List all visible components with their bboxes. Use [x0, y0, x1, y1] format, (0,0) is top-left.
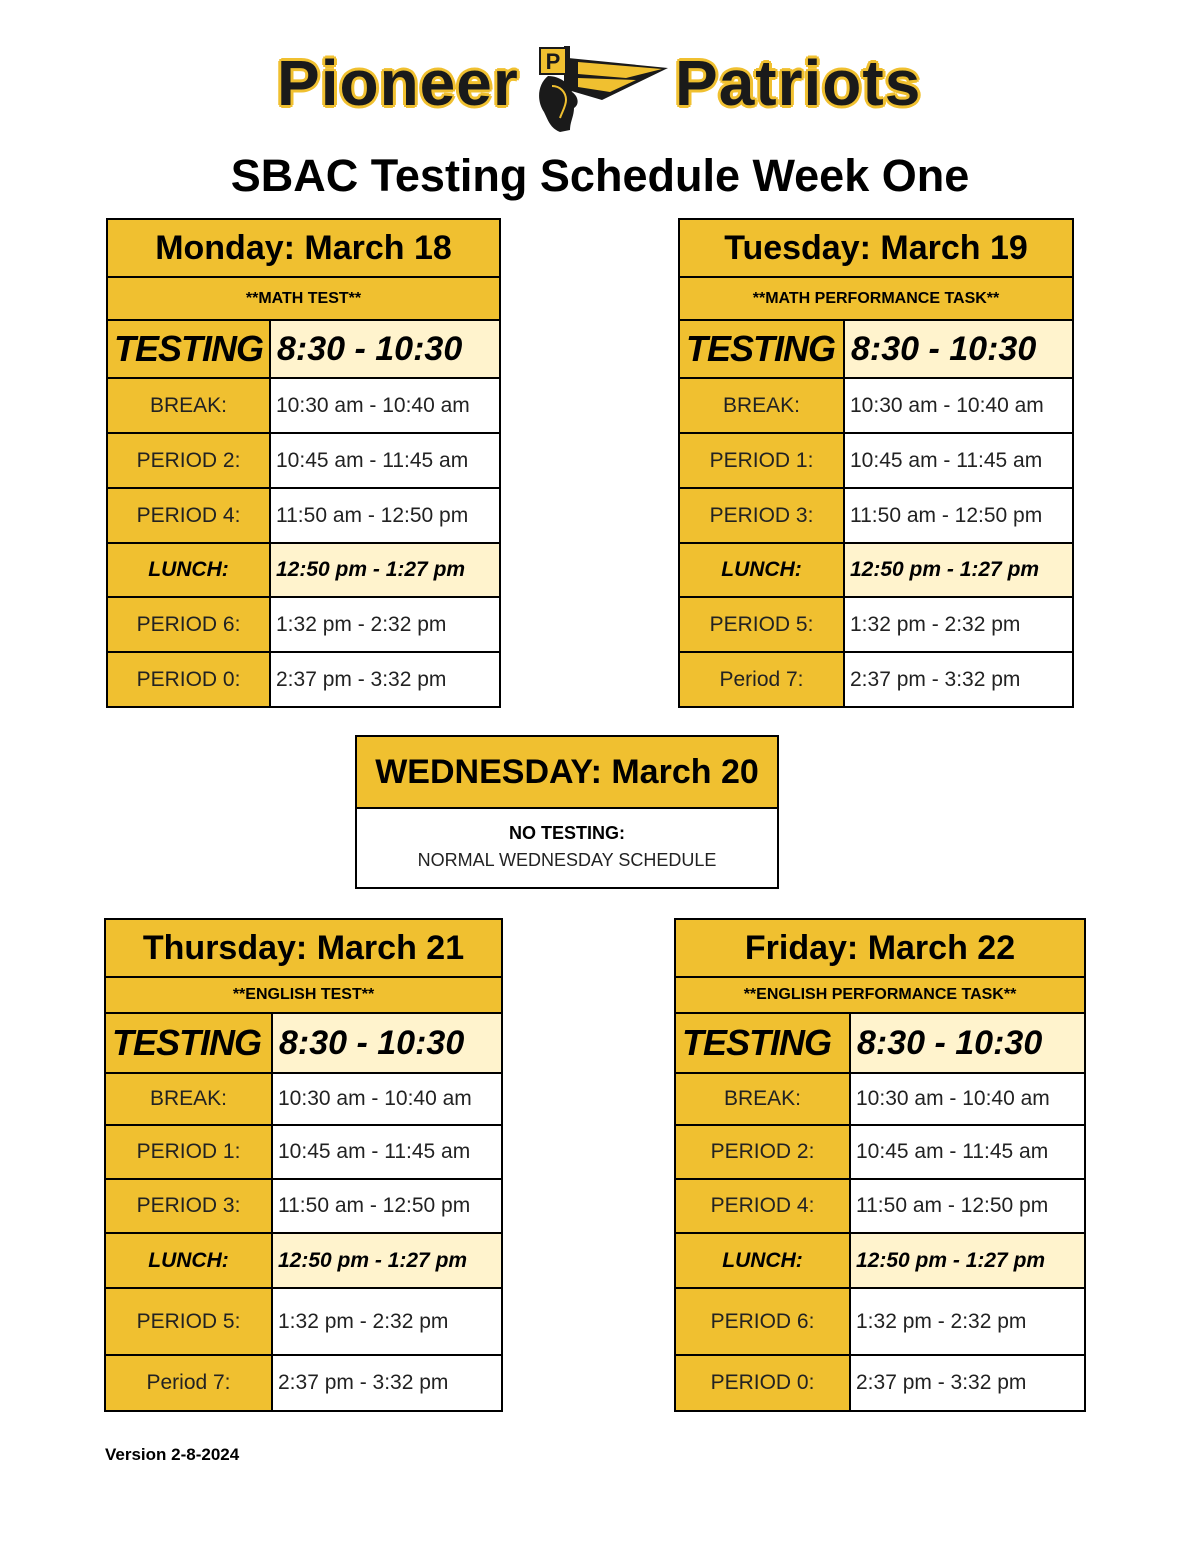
lunch-label: LUNCH:	[675, 1233, 850, 1288]
tuesday-schedule-table	[678, 218, 1074, 708]
table-row	[105, 1355, 502, 1411]
friday-testing-label: TESTING	[675, 1013, 850, 1073]
period-label: PERIOD 6:	[675, 1288, 850, 1355]
lunch-label: LUNCH:	[679, 543, 844, 597]
lunch-time: 12:50 pm - 1:27 pm	[850, 1233, 1085, 1288]
period-time: 2:37 pm - 3:32 pm	[272, 1355, 502, 1411]
monday-schedule-table	[106, 218, 501, 708]
wednesday-box	[355, 735, 779, 889]
period-time: 10:45 am - 11:45 am	[850, 1125, 1085, 1179]
table-row	[679, 488, 1073, 543]
table-row	[105, 1073, 502, 1125]
period-label: PERIOD 2:	[107, 433, 270, 488]
wednesday-no-testing: NO TESTING:	[509, 823, 625, 843]
period-label: BREAK:	[107, 378, 270, 433]
period-label: PERIOD 5:	[679, 597, 844, 652]
tuesday-testing-time: 8:30 - 10:30	[844, 320, 1073, 378]
period-label: PERIOD 1:	[679, 433, 844, 488]
period-label: PERIOD 6:	[107, 597, 270, 652]
period-time: 10:45 am - 11:45 am	[272, 1125, 502, 1179]
lunch-label: LUNCH:	[107, 543, 270, 597]
brand-header	[0, 40, 1200, 140]
lunch-time: 12:50 pm - 1:27 pm	[272, 1233, 502, 1288]
monday-testing-label: TESTING	[107, 320, 270, 378]
thursday-schedule-table	[104, 918, 503, 1412]
friday-subheading: **ENGLISH PERFORMANCE TASK**	[675, 977, 1085, 1013]
period-time: 11:50 am - 12:50 pm	[850, 1179, 1085, 1233]
period-label: Period 7:	[105, 1355, 272, 1411]
period-label: PERIOD 0:	[675, 1355, 850, 1411]
thursday-heading: Thursday: March 21	[105, 919, 502, 977]
table-row	[105, 1233, 502, 1288]
pioneer-head-pennant-icon	[530, 40, 670, 135]
table-row	[105, 1179, 502, 1233]
table-row	[107, 652, 500, 707]
friday-testing-time: 8:30 - 10:30	[850, 1013, 1085, 1073]
period-time: 10:45 am - 11:45 am	[844, 433, 1073, 488]
page-title: SBAC Testing Schedule Week One	[230, 150, 970, 201]
monday-testing-time: 8:30 - 10:30	[270, 320, 500, 378]
table-row	[679, 433, 1073, 488]
table-row	[107, 488, 500, 543]
period-time: 10:30 am - 10:40 am	[272, 1073, 502, 1125]
lunch-label: LUNCH:	[105, 1233, 272, 1288]
table-row	[105, 1125, 502, 1179]
period-label: PERIOD 5:	[105, 1288, 272, 1355]
table-row	[675, 1179, 1085, 1233]
period-label: BREAK:	[675, 1073, 850, 1125]
period-time: 11:50 am - 12:50 pm	[272, 1179, 502, 1233]
period-time: 2:37 pm - 3:32 pm	[844, 652, 1073, 707]
period-time: 1:32 pm - 2:32 pm	[850, 1288, 1085, 1355]
brand-word-pioneer: Pioneer	[277, 47, 519, 119]
period-time: 1:32 pm - 2:32 pm	[270, 597, 500, 652]
period-label: PERIOD 3:	[679, 488, 844, 543]
period-label: PERIOD 2:	[675, 1125, 850, 1179]
tuesday-testing-label: TESTING	[679, 320, 844, 378]
period-label: PERIOD 4:	[107, 488, 270, 543]
friday-schedule-table	[674, 918, 1086, 1412]
thursday-testing-label: TESTING	[105, 1013, 272, 1073]
table-row	[679, 652, 1073, 707]
table-row	[679, 378, 1073, 433]
period-time: 2:37 pm - 3:32 pm	[850, 1355, 1085, 1411]
wednesday-body	[357, 809, 777, 871]
period-time: 10:45 am - 11:45 am	[270, 433, 500, 488]
period-label: Period 7:	[679, 652, 844, 707]
tuesday-subheading: **MATH PERFORMANCE TASK**	[679, 277, 1073, 320]
table-row	[107, 378, 500, 433]
thursday-subheading: **ENGLISH TEST**	[105, 977, 502, 1013]
tuesday-heading: Tuesday: March 19	[679, 219, 1073, 277]
lunch-time: 12:50 pm - 1:27 pm	[844, 543, 1073, 597]
wednesday-normal-schedule: NORMAL WEDNESDAY SCHEDULE	[417, 850, 717, 870]
lunch-time: 12:50 pm - 1:27 pm	[270, 543, 500, 597]
table-row	[105, 1288, 502, 1355]
monday-heading: Monday: March 18	[107, 219, 500, 277]
period-label: PERIOD 1:	[105, 1125, 272, 1179]
table-row	[675, 1073, 1085, 1125]
table-row	[675, 1355, 1085, 1411]
period-time: 10:30 am - 10:40 am	[850, 1073, 1085, 1125]
brand-word-patriots: Patriots	[675, 47, 922, 119]
period-time: 10:30 am - 10:40 am	[270, 378, 500, 433]
period-label: BREAK:	[105, 1073, 272, 1125]
period-label: BREAK:	[679, 378, 844, 433]
period-label: PERIOD 3:	[105, 1179, 272, 1233]
table-row	[675, 1288, 1085, 1355]
period-time: 2:37 pm - 3:32 pm	[270, 652, 500, 707]
table-row	[107, 543, 500, 597]
table-row	[107, 433, 500, 488]
wednesday-heading: WEDNESDAY: March 20	[357, 737, 777, 809]
period-label: PERIOD 4:	[675, 1179, 850, 1233]
table-row	[679, 597, 1073, 652]
period-time: 1:32 pm - 2:32 pm	[272, 1288, 502, 1355]
svg-text:P: P	[545, 49, 561, 74]
table-row	[675, 1233, 1085, 1288]
version-label: Version 2-8-2024	[105, 1445, 240, 1464]
table-row	[675, 1125, 1085, 1179]
period-time: 11:50 am - 12:50 pm	[270, 488, 500, 543]
table-row	[107, 597, 500, 652]
period-time: 1:32 pm - 2:32 pm	[844, 597, 1073, 652]
period-label: PERIOD 0:	[107, 652, 270, 707]
monday-subheading: **MATH TEST**	[107, 277, 500, 320]
table-row	[679, 543, 1073, 597]
period-time: 11:50 am - 12:50 pm	[844, 488, 1073, 543]
period-time: 10:30 am - 10:40 am	[844, 378, 1073, 433]
friday-heading: Friday: March 22	[675, 919, 1085, 977]
thursday-testing-time: 8:30 - 10:30	[272, 1013, 502, 1073]
